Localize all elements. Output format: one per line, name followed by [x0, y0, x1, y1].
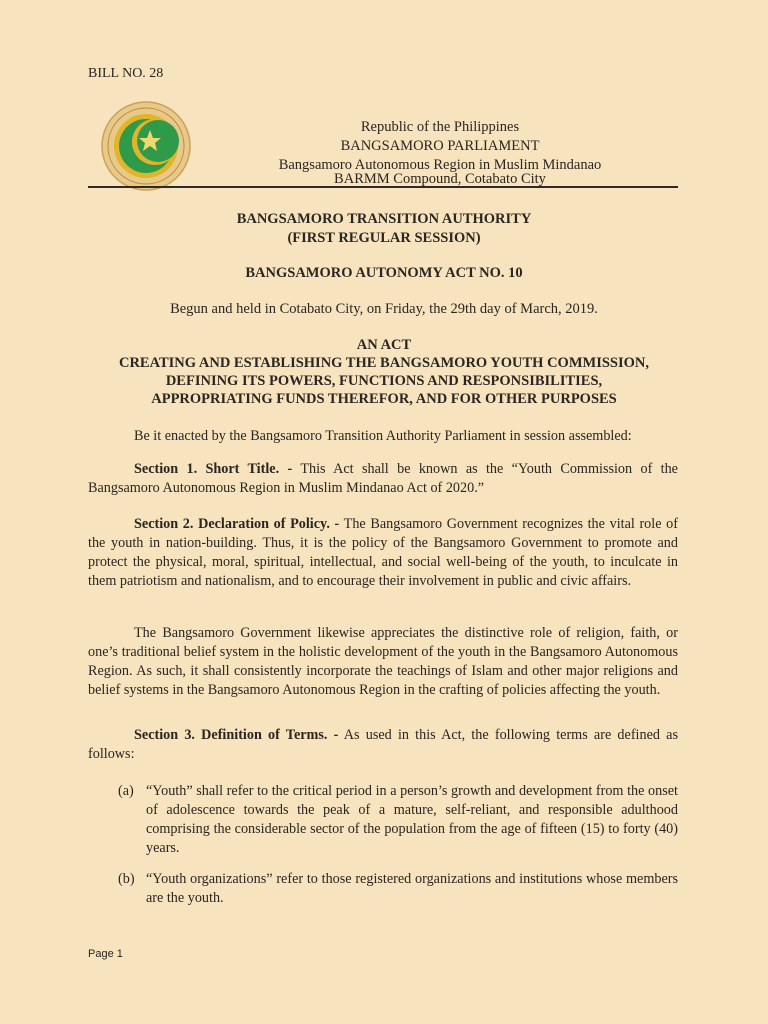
definition-item: [118, 870, 678, 908]
section-2-heading: Section 2. Declaration of Policy. -: [134, 516, 340, 532]
section-3-heading: Section 3. Definition of Terms. -: [134, 727, 339, 743]
act-title-line1: CREATING AND ESTABLISHING THE BANGSAMORO YOUTH COMMISSION,: [118, 355, 649, 371]
header-parliament: BANGSAMORO PARLIAMENT: [340, 138, 540, 154]
header-address: BARMM Compound, Cotabato City: [334, 171, 546, 187]
begun-line: Begun and held in Cotabato City, on Friday, the 29th day of March, 2019.: [170, 301, 598, 317]
section-1-heading: Section 1. Short Title. -: [134, 461, 293, 477]
definition-text: “Youth” shall refer to the critical period in a person’s growth and development from the onset of adolescence towards the peak of a mature, self-reliant, and responsible adulthood comprising the considerable sector of the population from the age of fifteen (15) to forty (40) years.: [146, 783, 678, 856]
bill-number: BILL NO. 28: [88, 66, 164, 81]
section-1: [88, 460, 678, 498]
act-title-line2: DEFINING ITS POWERS, FUNCTIONS AND RESPONSIBILITIES,: [165, 373, 603, 389]
an-act: AN ACT: [356, 337, 412, 353]
definition-label: (a): [118, 783, 134, 799]
section-2-text: The Bangsamoro Government recognizes the vital role of the youth in nation-building. Thus, it is the policy of the Bangsamoro Government to promote and protect the physical, moral, spiritual, intellectual, and social well-being of the youth, to inculcate in them patriotism and nationalism, and to encourage their involvement in public and civic affairs.: [88, 516, 678, 589]
definition-text: “Youth organizations” refer to those registered organizations and institutions whose members are the youth.: [146, 871, 678, 906]
header-divider: [88, 186, 678, 188]
authority-line1: BANGSAMORO TRANSITION AUTHORITY: [236, 211, 532, 227]
definition-item: [118, 782, 678, 858]
header-republic: Republic of the Philippines: [360, 119, 520, 135]
section-2-paragraph-2: The Bangsamoro Government likewise appreciates the distinctive role of religion, faith, or one’s traditional belief system in the holistic development of the youth in the Bangsamoro Autonomous Region. As such, it shall consistently incorporate the teachings of Islam and other major religions and belief systems in the Bangsamoro Autonomous Region in the crafting of policies affecting the youth.: [88, 625, 678, 698]
section-2: [88, 515, 678, 591]
section-3-text: As used in this Act, the following terms are defined as follows:: [88, 727, 678, 762]
act-number: BANGSAMORO AUTONOMY ACT NO. 10: [245, 265, 523, 281]
authority-line2: (FIRST REGULAR SESSION): [287, 230, 481, 246]
section-1-text: This Act shall be known as the “Youth Commission of the Bangsamoro Autonomous Region in Muslim Mindanao Act of 2020.”: [88, 461, 678, 496]
bangsamoro-seal-icon: [100, 100, 192, 192]
header-region: Bangsamoro Autonomous Region in Muslim Mindanao: [278, 157, 602, 173]
definition-label: (b): [118, 871, 135, 887]
enacting-clause: Be it enacted by the Bangsamoro Transition Authority Parliament in session assembled:: [134, 428, 632, 444]
act-title-line3: APPROPRIATING FUNDS THEREFOR, AND FOR OTHER PURPOSES: [151, 391, 617, 407]
section-3: [88, 726, 678, 764]
page-number: Page 1: [88, 948, 123, 960]
